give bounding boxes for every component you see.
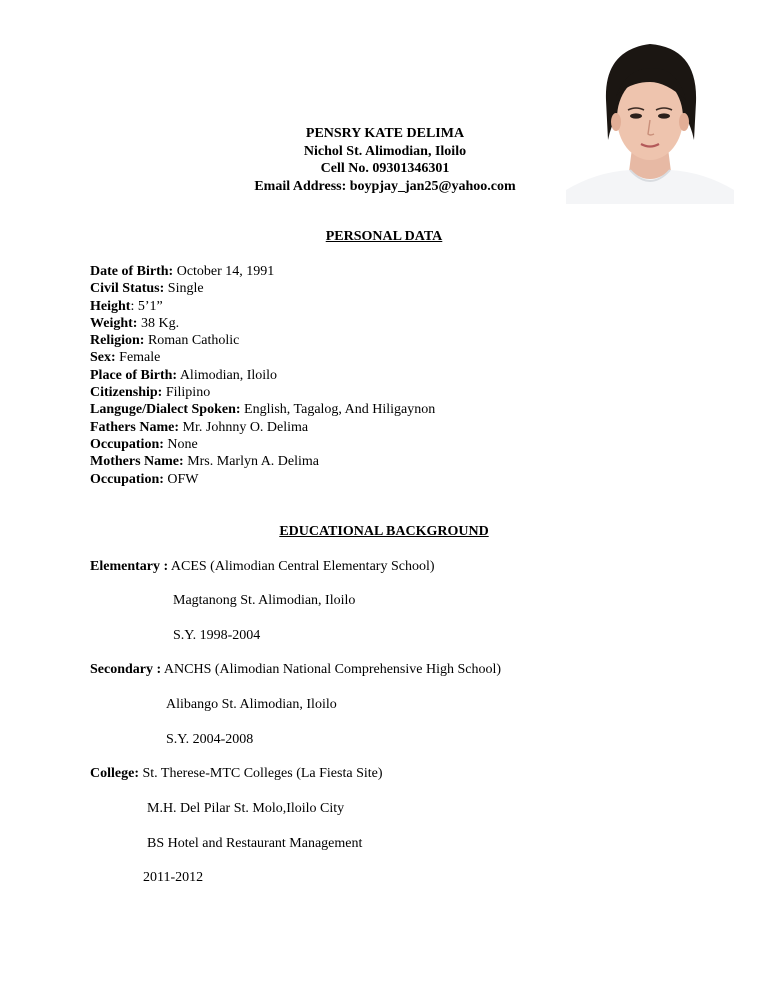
secondary-address: Alibango St. Alimodian, Iloilo (166, 697, 337, 712)
row-label: Weight: (90, 315, 138, 331)
personal-row-religion (90, 332, 435, 349)
personal-row-father-occupation (90, 436, 435, 453)
row-label: Place of Birth: (90, 367, 178, 383)
applicant-photo-icon (566, 30, 734, 204)
row-value: : 5’1” (130, 298, 163, 314)
college-school (90, 766, 383, 782)
row-label: Citizenship: (90, 385, 163, 401)
personal-row-citizenship (90, 384, 435, 401)
education-title (0, 524, 768, 540)
row-label: Mothers Name: (90, 454, 184, 470)
elementary-label: Elementary : (90, 559, 169, 574)
college-label: College: (90, 766, 139, 781)
row-value: Filipino (162, 385, 211, 401)
row-label: Sex: (90, 350, 116, 366)
personal-row-civil-status (90, 280, 435, 297)
row-value: Alimodian, Iloilo (177, 367, 278, 383)
secondary-year: S.Y. 2004-2008 (166, 732, 254, 747)
college-course: BS Hotel and Restaurant Management (147, 836, 363, 851)
applicant-email: Email Address: boypjay_jan25@yahoo.com (254, 178, 516, 194)
elementary-school-name: ACES (Alimodian Central Elementary School) (168, 559, 435, 574)
row-value: Mrs. Marlyn A. Delima (183, 454, 320, 470)
personal-row-place-of-birth (90, 367, 435, 384)
row-label: Occupation: (90, 471, 164, 487)
education-title-text: EDUCATIONAL BACKGROUND (279, 524, 489, 539)
personal-data-title-text: PERSONAL DATA (325, 229, 443, 244)
personal-row-fathers-name (90, 419, 435, 436)
row-label: Religion: (90, 333, 145, 349)
elementary-school (90, 559, 435, 575)
personal-row-date-of-birth (90, 263, 435, 280)
personal-data-title (0, 229, 768, 245)
elementary-year: S.Y. 1998-2004 (173, 628, 261, 643)
row-value: 38 Kg. (137, 315, 180, 331)
row-value: Roman Catholic (144, 333, 240, 349)
secondary-label: Secondary : (90, 662, 162, 677)
secondary-school (90, 662, 501, 678)
elementary-address: Magtanong St. Alimodian, Iloilo (173, 593, 356, 608)
applicant-name: PENSRY KATE DELIMA (305, 126, 465, 141)
row-value: Single (164, 281, 204, 297)
row-value: Female (115, 350, 161, 366)
row-value: OFW (163, 471, 199, 487)
row-label: Fathers Name: (90, 419, 180, 435)
row-value: October 14, 1991 (173, 264, 275, 279)
row-label: Civil Status: (90, 281, 165, 297)
applicant-cell: Cell No. 09301346301 (320, 161, 450, 176)
row-value: None (163, 436, 198, 452)
personal-row-language (90, 401, 435, 418)
applicant-address: Nichol St. Alimodian, Iloilo (303, 143, 467, 159)
personal-data-list (90, 263, 435, 488)
secondary-school-name: ANCHS (Alimodian National Comprehensive High School) (161, 662, 502, 677)
college-school-name: St. Therese-MTC Colleges (La Fiesta Site) (138, 766, 383, 781)
personal-row-height (90, 298, 435, 315)
personal-row-sex (90, 349, 435, 366)
row-label: Occupation: (90, 436, 164, 452)
personal-row-mother-occupation (90, 471, 435, 488)
row-label: Languge/Dialect Spoken: (90, 402, 241, 418)
college-year: 2011-2012 (143, 870, 204, 885)
row-label: Height (90, 298, 131, 314)
row-value: Mr. Johnny O. Delima (179, 419, 309, 435)
college-address: M.H. Del Pilar St. Molo,Iloilo City (147, 801, 345, 816)
row-label: Date of Birth: (90, 264, 174, 279)
applicant-photo (566, 30, 734, 204)
resume-header (230, 125, 540, 195)
personal-row-mothers-name (90, 453, 435, 470)
personal-row-weight (90, 315, 435, 332)
row-value: English, Tagalog, And Hiligaynon (240, 402, 436, 418)
